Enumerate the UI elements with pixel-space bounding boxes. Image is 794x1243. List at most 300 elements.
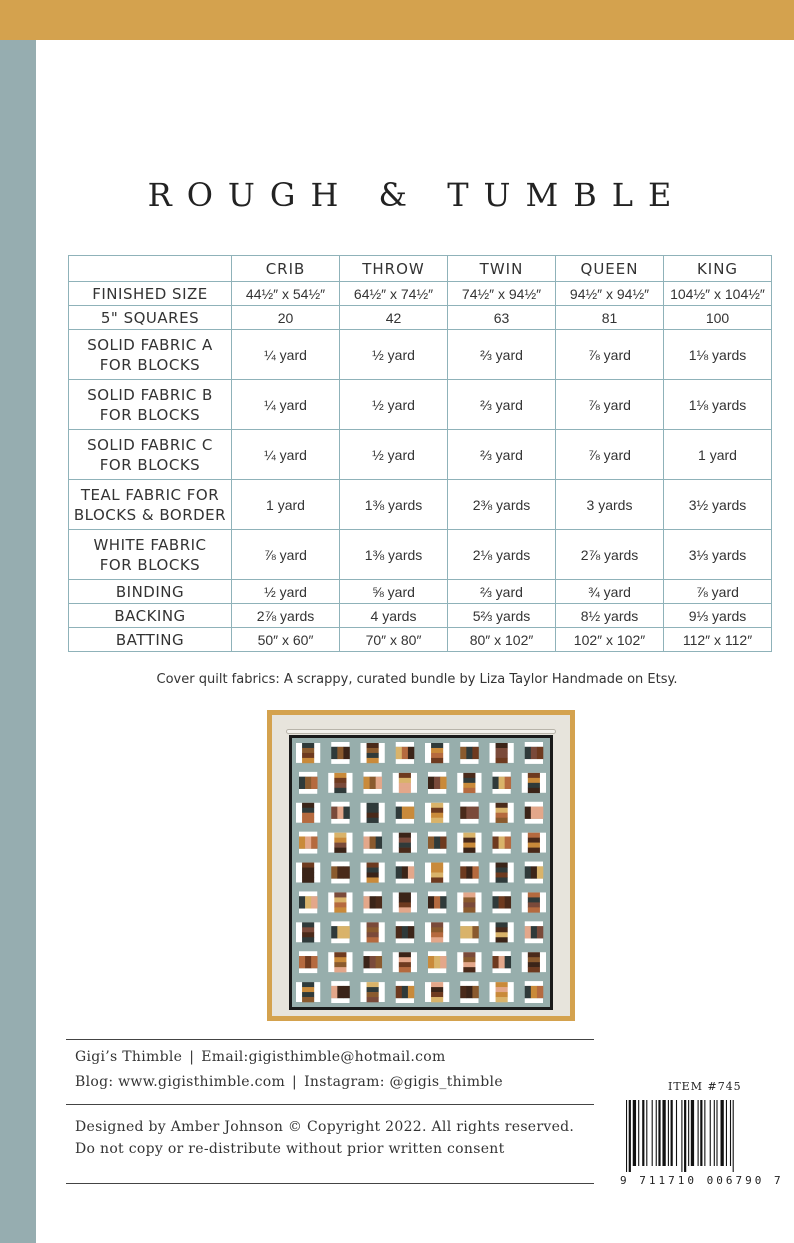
- row-label-line: SOLID FABRIC C: [87, 435, 213, 454]
- quilt-strip: [337, 926, 343, 938]
- barcode-bar: [668, 1100, 669, 1166]
- table-cell: 44½″ x 54½″: [232, 282, 340, 306]
- quilt-white-block: [396, 981, 414, 986]
- header-king: KING: [664, 256, 772, 282]
- quilt-white-block: [396, 879, 414, 884]
- quilt-strip: [431, 753, 443, 758]
- table-cell: 1⅛ yards: [664, 380, 772, 430]
- quilt-strip: [305, 836, 311, 848]
- quilt-strip: [505, 956, 511, 968]
- quilt-strip: [402, 807, 408, 819]
- table-cell: 81: [556, 306, 664, 330]
- quilt-strip: [334, 773, 346, 778]
- quilt-strip: [496, 932, 508, 937]
- quilt-strip: [440, 896, 446, 908]
- quilt-strip: [472, 747, 478, 759]
- quilt-strip: [431, 818, 443, 823]
- quilt-strip: [431, 982, 443, 987]
- quilt-white-block: [493, 968, 511, 973]
- quilt-strip: [463, 967, 475, 972]
- quilt-strip: [367, 808, 379, 813]
- quilt-white-block: [460, 862, 478, 867]
- row-label-line: BLOCKS & BORDER: [73, 505, 227, 524]
- quilt-strip: [431, 813, 443, 818]
- quilt-strip: [399, 962, 411, 967]
- table-row: [69, 282, 772, 306]
- quilt-white-block: [525, 802, 543, 807]
- header-blank: [69, 256, 232, 282]
- quilt-strip: [367, 922, 379, 927]
- quilt-strip: [537, 986, 543, 998]
- table-cell: 64½″ x 74½″: [340, 282, 448, 306]
- row-label: [69, 480, 232, 530]
- quilt-strip: [537, 926, 543, 938]
- quilt-white-block: [331, 759, 349, 764]
- quilt-strip: [528, 838, 540, 843]
- table-cell: 2⅜ yards: [448, 480, 556, 530]
- quilt-strip: [431, 922, 443, 927]
- quilt-strip: [367, 813, 379, 818]
- quilt-strip: [472, 926, 478, 938]
- quilt-white-block: [460, 879, 478, 884]
- quilt-strip: [396, 926, 402, 938]
- quilt-strip: [367, 937, 379, 942]
- quilt-strip: [493, 956, 499, 968]
- table-cell: ⅞ yard: [556, 430, 664, 480]
- table-cell: 1 yard: [232, 480, 340, 530]
- quilt-strip: [528, 952, 540, 957]
- quilt-strip: [434, 777, 440, 789]
- barcode-bar: [733, 1100, 734, 1172]
- quilt-strip: [499, 836, 505, 848]
- quilt-white-block: [331, 802, 349, 807]
- header-twin: TWIN: [448, 256, 556, 282]
- quilt-strip: [408, 807, 414, 819]
- quilt-white-block: [428, 789, 446, 794]
- fabric-requirements-table: [68, 255, 772, 652]
- quilt-white-block: [396, 742, 414, 747]
- quilt-white-block: [331, 938, 349, 943]
- quilt-strip: [531, 986, 537, 998]
- quilt-strip: [493, 896, 499, 908]
- quilt-white-block: [525, 921, 543, 926]
- quilt-strip: [431, 868, 443, 873]
- quilt-white-block: [460, 819, 478, 824]
- quilt-strip: [431, 992, 443, 997]
- quilt-strip: [431, 927, 443, 932]
- quilt-strip: [472, 807, 478, 819]
- quilt-strip: [399, 843, 411, 848]
- quilt-strip: [525, 926, 531, 938]
- barcode-bar: [676, 1100, 677, 1166]
- table-cell: ⅝ yard: [340, 580, 448, 604]
- contact-line-1: [75, 1049, 446, 1065]
- quilt-strip: [496, 873, 508, 878]
- barcode-bar: [629, 1100, 631, 1172]
- quilt-strip: [302, 803, 314, 808]
- quilt-strip: [496, 748, 508, 753]
- table-cell: 1⅜ yards: [340, 530, 448, 580]
- quilt-strip: [496, 818, 508, 823]
- quilt-strip: [466, 747, 472, 759]
- table-header-row: [69, 256, 772, 282]
- quilt-strip: [525, 866, 531, 878]
- table-row: [69, 628, 772, 652]
- quilt-white-block: [428, 951, 446, 956]
- table-row: [69, 580, 772, 604]
- quilt-strip: [302, 868, 314, 873]
- quilt-strip: [376, 836, 382, 848]
- quilt-strip: [528, 957, 540, 962]
- divider-middle: [66, 1104, 594, 1105]
- divider-bottom: [66, 1183, 594, 1184]
- table-cell: 70″ x 80″: [340, 628, 448, 652]
- quilt-white-block: [525, 981, 543, 986]
- quilt-strip: [302, 932, 314, 937]
- quilt-strip: [302, 748, 314, 753]
- quilt-white-block: [493, 789, 511, 794]
- quilt-strip: [396, 866, 402, 878]
- quilt-strip: [402, 866, 408, 878]
- quilt-strip: [463, 902, 475, 907]
- quilt-strip: [463, 788, 475, 793]
- barcode-bar: [730, 1100, 731, 1166]
- table-cell: 2⅞ yards: [232, 604, 340, 628]
- quilt-strip: [302, 818, 314, 823]
- quilt-white-block: [299, 951, 317, 956]
- quilt-strip: [496, 813, 508, 818]
- quilt-strip: [367, 987, 379, 992]
- quilt-strip: [440, 777, 446, 789]
- quilt-strip: [496, 753, 508, 758]
- row-label-line: SOLID FABRIC A: [87, 335, 213, 354]
- quilt-white-block: [299, 772, 317, 777]
- quilt-white-block: [364, 909, 382, 914]
- barcode-bar: [716, 1100, 717, 1166]
- quilt-strip: [431, 758, 443, 763]
- quilt-white-block: [525, 819, 543, 824]
- quilt-strip: [528, 907, 540, 912]
- row-label-line: BATTING: [115, 630, 185, 649]
- table-cell: ⅞ yard: [664, 580, 772, 604]
- quilt-white-block: [460, 742, 478, 747]
- quilt-white-block: [525, 998, 543, 1003]
- item-number: ITEM #745: [668, 1080, 742, 1093]
- row-label: [69, 628, 232, 652]
- quilt-strip: [434, 836, 440, 848]
- quilt-strip: [528, 962, 540, 967]
- table-cell: 8½ yards: [556, 604, 664, 628]
- quilt-strip: [337, 807, 343, 819]
- quilt-strip: [364, 777, 370, 789]
- quilt-strip: [302, 927, 314, 932]
- row-label: [69, 430, 232, 480]
- credits-line-2: Do not copy or re-distribute without prior written consent: [75, 1141, 505, 1157]
- quilt-strip: [396, 807, 402, 819]
- quilt-strip: [496, 877, 508, 882]
- quilt-strip: [343, 866, 349, 878]
- table-cell: 3 yards: [556, 480, 664, 530]
- quilt-white-block: [493, 772, 511, 777]
- quilt-strip: [440, 956, 446, 968]
- row-label: [69, 330, 232, 380]
- quilt-strip: [496, 992, 508, 997]
- quilt-strip: [463, 833, 475, 838]
- quilt-strip: [496, 743, 508, 748]
- row-label-line: BINDING: [115, 582, 185, 601]
- quilt-strip: [431, 987, 443, 992]
- quilt-white-block: [396, 938, 414, 943]
- barcode-bar: [633, 1100, 636, 1166]
- quilt-strip: [499, 777, 505, 789]
- barcode-bar: [704, 1100, 705, 1166]
- row-label-line: FOR BLOCKS: [99, 455, 201, 474]
- quilt-image: [289, 735, 553, 1010]
- table-row: [69, 430, 772, 480]
- quilt-strip: [367, 758, 379, 763]
- quilt-strip: [367, 743, 379, 748]
- quilt-strip: [463, 897, 475, 902]
- table-row: [69, 530, 772, 580]
- quilt-strip: [302, 753, 314, 758]
- curtain-rod: [286, 729, 556, 734]
- table-cell: 3½ yards: [664, 480, 772, 530]
- table-row: [69, 330, 772, 380]
- quilt-strip: [463, 783, 475, 788]
- barcode-bar: [681, 1100, 682, 1172]
- quilt-strip: [493, 836, 499, 848]
- quilt-strip: [396, 986, 402, 998]
- quilt-strip: [311, 896, 317, 908]
- quilt-strip: [528, 902, 540, 907]
- quilt-strip: [364, 956, 370, 968]
- barcode-bar: [626, 1100, 627, 1172]
- quilt-strip: [399, 897, 411, 902]
- quilt-strip: [299, 836, 305, 848]
- quilt-strip: [431, 932, 443, 937]
- quilt-white-block: [364, 849, 382, 854]
- quilt-strip: [399, 902, 411, 907]
- table-cell: ¼ yard: [232, 380, 340, 430]
- quilt-strip: [299, 896, 305, 908]
- barcode-bar: [671, 1100, 673, 1166]
- quilt-strip: [528, 788, 540, 793]
- barcode-bar: [714, 1100, 715, 1166]
- quilt-strip: [528, 848, 540, 853]
- quilt-strip: [525, 747, 531, 759]
- quilt-white-block: [364, 891, 382, 896]
- quilt-strip: [299, 956, 305, 968]
- quilt-strip: [463, 848, 475, 853]
- quilt-strip: [376, 956, 382, 968]
- table-cell: 1⅛ yards: [664, 330, 772, 380]
- quilt-white-block: [299, 891, 317, 896]
- quilt-strip: [367, 818, 379, 823]
- divider-top: [66, 1039, 594, 1040]
- quilt-strip: [367, 932, 379, 937]
- quilt-strip: [528, 783, 540, 788]
- row-label-line: TEAL FABRIC FOR: [80, 485, 220, 504]
- quilt-strip: [431, 873, 443, 878]
- barcode-digits: 9 711710 006790 7: [620, 1174, 784, 1187]
- barcode-bar: [721, 1100, 724, 1166]
- barcode-bar: [658, 1100, 660, 1166]
- quilt-strip: [302, 987, 314, 992]
- quilt-strip: [399, 773, 411, 778]
- quilt-strip: [463, 892, 475, 897]
- quilt-white-block: [331, 879, 349, 884]
- quilt-photo: [272, 715, 570, 1016]
- table-cell: 1⅜ yards: [340, 480, 448, 530]
- quilt-strip: [302, 877, 314, 882]
- row-label-line: BACKING: [114, 606, 186, 625]
- quilt-white-block: [396, 819, 414, 824]
- row-label-line: FOR BLOCKS: [99, 405, 201, 424]
- quilt-strip: [466, 986, 472, 998]
- quilt-strip: [505, 896, 511, 908]
- quilt-strip: [531, 926, 537, 938]
- quilt-strip: [337, 986, 343, 998]
- row-label-line: SOLID FABRIC B: [87, 385, 213, 404]
- quilt-strip: [331, 926, 337, 938]
- instagram-link[interactable]: Instagram: @gigis_thimble: [304, 1074, 503, 1090]
- quilt-strip: [399, 833, 411, 838]
- row-label-line: FOR BLOCKS: [99, 555, 201, 574]
- quilt-strip: [331, 807, 337, 819]
- quilt-strip: [367, 873, 379, 878]
- quilt-strip: [331, 866, 337, 878]
- cover-fabric-note: Cover quilt fabrics: A scrappy, curated bundle by Liza Taylor Handmade on Etsy.: [156, 672, 678, 687]
- quilt-strip: [399, 838, 411, 843]
- barcode-bar: [652, 1100, 653, 1166]
- quilt-strip: [305, 777, 311, 789]
- quilt-strip: [334, 783, 346, 788]
- brand-name: Gigi’s Thimble: [75, 1049, 183, 1065]
- quilt-strip: [460, 986, 466, 998]
- table-cell: 4 yards: [340, 604, 448, 628]
- table-row: [69, 480, 772, 530]
- quilt-white-block: [364, 789, 382, 794]
- quilt-strip: [428, 836, 434, 848]
- quilt-strip: [370, 956, 376, 968]
- quilt-strip: [399, 952, 411, 957]
- quilt-strip: [431, 743, 443, 748]
- separator: |: [189, 1049, 195, 1065]
- quilt-strip: [302, 992, 314, 997]
- table-cell: 94½″ x 94½″: [556, 282, 664, 306]
- quilt-white-block: [460, 759, 478, 764]
- quilt-white-block: [364, 951, 382, 956]
- table-cell: 74½″ x 94½″: [448, 282, 556, 306]
- quilt-white-block: [331, 742, 349, 747]
- quilt-strip: [343, 807, 349, 819]
- quilt-strip: [505, 777, 511, 789]
- quilt-strip: [367, 927, 379, 932]
- quilt-strip: [431, 863, 443, 868]
- quilt-strip: [302, 813, 314, 818]
- row-label: [69, 580, 232, 604]
- table-cell: ⅞ yard: [232, 530, 340, 580]
- quilt-strip: [408, 986, 414, 998]
- quilt-white-block: [331, 921, 349, 926]
- quilt-white-block: [396, 759, 414, 764]
- quilt-strip: [331, 747, 337, 759]
- quilt-strip: [460, 926, 466, 938]
- quilt-strip: [334, 957, 346, 962]
- quilt-strip: [367, 997, 379, 1002]
- row-label-line: WHITE FABRIC: [93, 535, 207, 554]
- quilt-strip: [302, 982, 314, 987]
- table-cell: ¼ yard: [232, 430, 340, 480]
- blog-link[interactable]: Blog: www.gigisthimble.com: [75, 1074, 286, 1090]
- quilt-strip: [399, 907, 411, 912]
- quilt-strip: [399, 778, 411, 783]
- quilt-strip: [528, 778, 540, 783]
- table-cell: 2⅞ yards: [556, 530, 664, 580]
- quilt-strip: [493, 777, 499, 789]
- quilt-strip: [334, 778, 346, 783]
- quilt-strip: [496, 927, 508, 932]
- quilt-strip: [370, 836, 376, 848]
- quilt-strip: [496, 803, 508, 808]
- table-row: [69, 306, 772, 330]
- quilt-strip: [525, 986, 531, 998]
- barcode-bar: [691, 1100, 694, 1166]
- quilt-strip: [376, 896, 382, 908]
- quilt-strip: [364, 896, 370, 908]
- quilt-strip: [302, 863, 314, 868]
- table-cell: 3⅓ yards: [664, 530, 772, 580]
- header-crib: CRIB: [232, 256, 340, 282]
- quilt-white-block: [299, 832, 317, 837]
- quilt-white-block: [299, 849, 317, 854]
- email-link[interactable]: Email:gigisthimble@hotmail.com: [201, 1049, 446, 1065]
- quilt-strip: [302, 873, 314, 878]
- quilt-white-block: [299, 789, 317, 794]
- quilt-strip: [343, 747, 349, 759]
- barcode-bar: [656, 1100, 657, 1166]
- quilt-strip: [528, 773, 540, 778]
- quilt-strip: [466, 807, 472, 819]
- quilt-strip: [537, 866, 543, 878]
- pattern-title: ROUGH & TUMBLE: [147, 176, 687, 214]
- table-cell: ½ yard: [340, 380, 448, 430]
- quilt-strip: [531, 747, 537, 759]
- row-label: [69, 380, 232, 430]
- row-label: [69, 306, 232, 330]
- barcode-bar: [684, 1100, 686, 1172]
- row-label: [69, 282, 232, 306]
- quilt-strip: [331, 986, 337, 998]
- table-cell: 63: [448, 306, 556, 330]
- barcode-bar: [688, 1100, 689, 1166]
- table-cell: 2⅛ yards: [448, 530, 556, 580]
- quilt-white-block: [331, 819, 349, 824]
- quilt-strip: [367, 868, 379, 873]
- row-label: [69, 530, 232, 580]
- quilt-strip: [367, 803, 379, 808]
- quilt-strip: [367, 753, 379, 758]
- quilt-strip: [334, 962, 346, 967]
- row-label: [69, 604, 232, 628]
- quilt-white-block: [493, 832, 511, 837]
- quilt-white-block: [396, 921, 414, 926]
- quilt-strip: [531, 866, 537, 878]
- quilt-strip: [460, 866, 466, 878]
- table-cell: ½ yard: [340, 430, 448, 480]
- quilt-strip: [460, 807, 466, 819]
- quilt-strip: [408, 747, 414, 759]
